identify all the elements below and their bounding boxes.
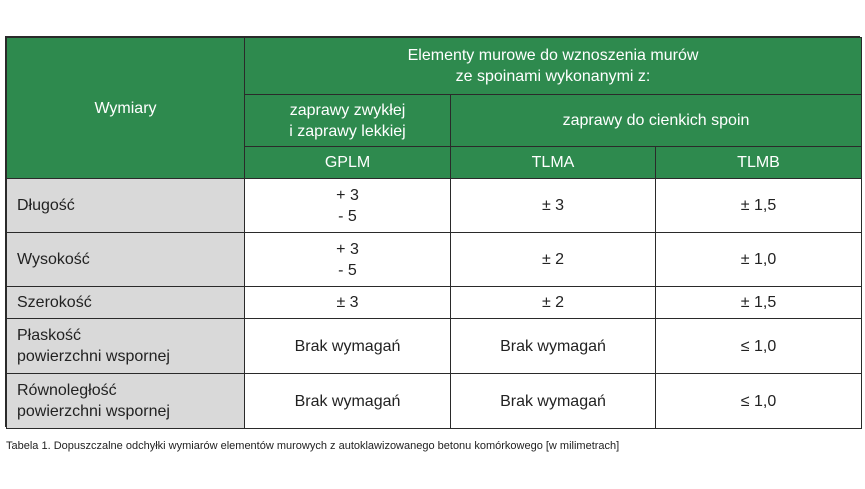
header-thin-joint-mortar: zaprawy do cienkich spoin	[451, 95, 862, 147]
table-row	[7, 287, 862, 319]
table-row	[7, 374, 862, 429]
row-label	[7, 319, 245, 374]
cell-tlmb: ≤ 1,0	[656, 319, 862, 374]
cell-tlmb: ± 1,5	[656, 287, 862, 319]
cell-gplm-line-1: + 3	[336, 240, 359, 258]
cell-gplm	[245, 233, 451, 287]
row-label-line-1: Długość	[17, 197, 75, 214]
table-row	[7, 319, 862, 374]
cell-tlmb: ≤ 1,0	[656, 374, 862, 429]
cell-gplm-line-2: - 5	[338, 207, 357, 225]
cell-tlma: ± 2	[451, 233, 656, 287]
row-label	[7, 374, 245, 429]
row-label	[7, 179, 245, 233]
header-ordinary-line-1: zaprawy zwykłej	[289, 101, 406, 119]
cell-gplm	[245, 179, 451, 233]
row-label	[7, 287, 245, 319]
table-caption: Tabela 1. Dopuszczalne odchyłki wymiarów elementów murowych z autoklawizowanego betonu komórkowego [w milimetrach]	[6, 440, 620, 452]
header-col-tlma: TLMA	[451, 147, 656, 179]
cell-gplm: Brak wymagań	[245, 319, 451, 374]
row-label	[7, 233, 245, 287]
header-row-1	[7, 38, 862, 95]
row-label-line-1: Szerokość	[17, 294, 92, 311]
row-label-line-1: Równoległość	[17, 382, 117, 399]
header-dimensions: Wymiary	[7, 38, 245, 179]
row-label-line-1: Wysokość	[17, 251, 90, 268]
row-label-line-2: powierzchni wspornej	[17, 403, 170, 420]
cell-tlmb: ± 1,0	[656, 233, 862, 287]
header-group	[245, 38, 862, 95]
cell-tlma: ± 3	[451, 179, 656, 233]
row-label-line-1: Płaskość	[17, 327, 82, 344]
cell-tlma: ± 2	[451, 287, 656, 319]
cell-tlmb: ± 1,5	[656, 179, 862, 233]
header-group-line-2: ze spoinami wykonanymi z:	[455, 68, 651, 85]
header-col-gplm: GPLM	[245, 147, 451, 179]
table-row	[7, 179, 862, 233]
header-group-line-1: Elementy murowe do wznoszenia murów	[407, 47, 699, 64]
cell-gplm: Brak wymagań	[245, 374, 451, 429]
cell-gplm-line-2: - 5	[338, 261, 357, 279]
header-ordinary-line-2: i zaprawy lekkiej	[289, 122, 406, 140]
cell-tlma: Brak wymagań	[451, 319, 656, 374]
tolerance-table-container	[5, 36, 860, 427]
cell-gplm-line-1: + 3	[336, 186, 359, 204]
cell-tlma: Brak wymagań	[451, 374, 656, 429]
tolerance-table	[6, 37, 862, 429]
cell-gplm	[245, 287, 451, 319]
row-label-line-2: powierzchni wspornej	[17, 348, 170, 365]
table-row	[7, 233, 862, 287]
header-ordinary-mortar	[245, 95, 451, 147]
cell-gplm-line-1: ± 3	[336, 294, 359, 311]
header-col-tlmb: TLMB	[656, 147, 862, 179]
